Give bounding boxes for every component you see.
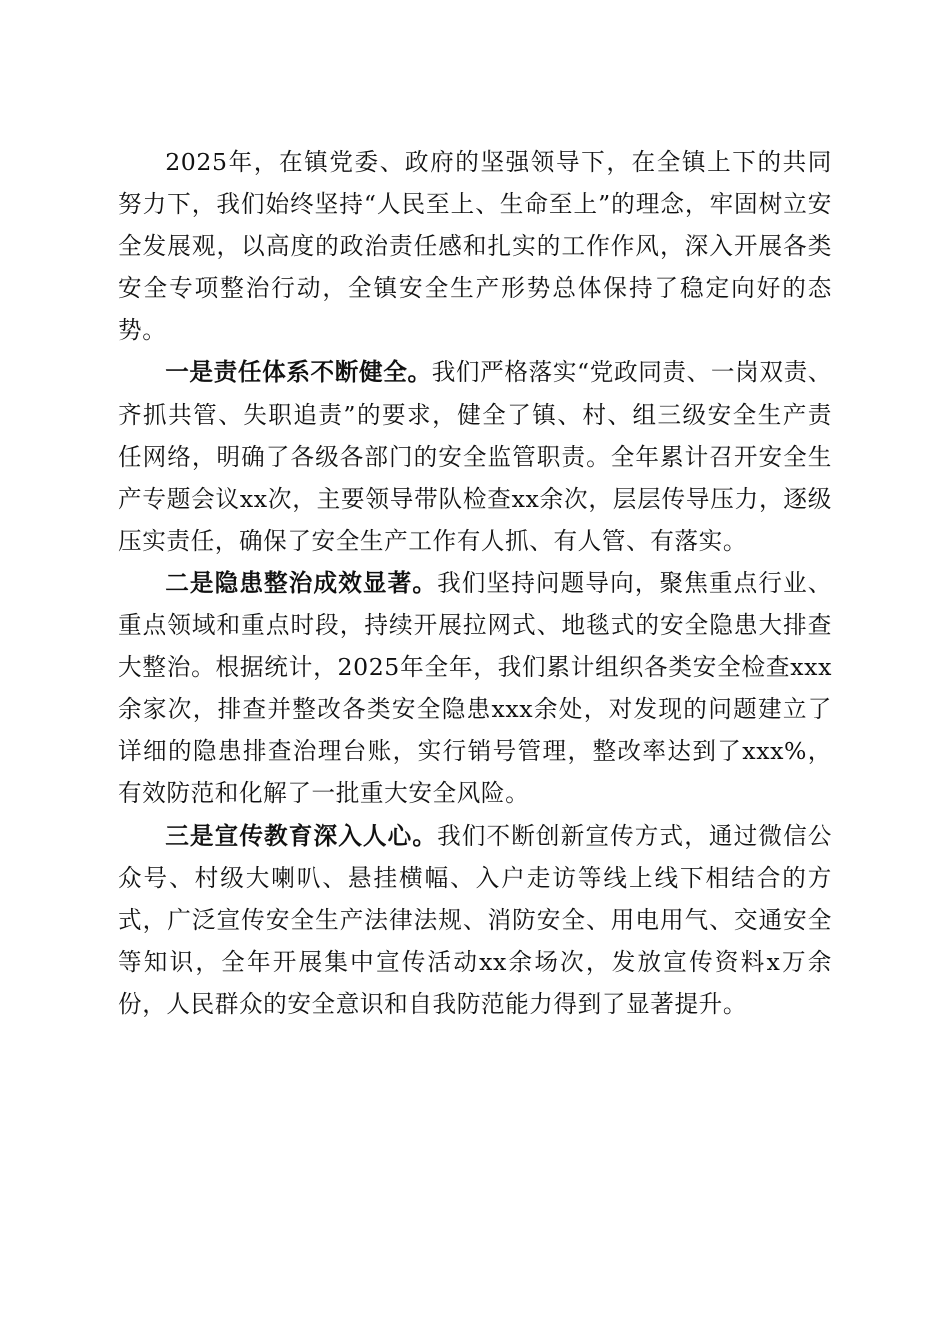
paragraph-hazard-heading: 二是隐患整治成效显著。 <box>165 568 438 597</box>
paragraph-intro <box>118 141 832 351</box>
paragraph-education-text: 我们不断创新宣传方式，通过微信公众号、村级大喇叭、悬挂横幅、入户走访等线上线下相结合的方式，广泛宣传安全生产法律法规、消防安全、用电用气、交通安全等知识，全年开展集中宣传活动xx余场次，发放宣传资料x万余份，人民群众的安全意识和自我防范能力得到了显著提升。 <box>118 821 832 1018</box>
paragraph-hazard <box>118 562 832 815</box>
paragraph-education <box>118 815 832 1025</box>
paragraph-education-heading: 三是宣传教育深入人心。 <box>165 821 438 850</box>
document-body <box>118 141 832 1025</box>
paragraph-intro-text: 2025年，在镇党委、政府的坚强领导下，在全镇上下的共同努力下，我们始终坚持“人民至上、生命至上”的理念，牢固树立安全发展观，以高度的政治责任感和扎实的工作作风，深入开展各类安全专项整治行动，全镇安全生产形势总体保持了稳定向好的态势。 <box>118 148 832 345</box>
paragraph-hazard-text: 我们坚持问题导向，聚焦重点行业、重点领域和重点时段，持续开展拉网式、地毯式的安全隐患大排查大整治。根据统计，2025年全年，我们累计组织各类安全检查xxx余家次，排查并整改各类安全隐患xxx余处，对发现的问题建立了详细的隐患排查治理台账，实行销号管理，整改率达到了xxx%，有效防范和化解了一批重大安全风险。 <box>118 568 832 808</box>
paragraph-responsibility <box>118 351 832 561</box>
paragraph-responsibility-heading: 一是责任体系不断健全。 <box>165 358 432 387</box>
paragraph-responsibility-text: 我们严格落实“党政同责、一岗双责、齐抓共管、失职追责”的要求，健全了镇、村、组三级安全生产责任网络，明确了各级各部门的安全监管职责。全年累计召开安全生产专题会议xx次，主要领导带队检查xx余次，层层传导压力，逐级压实责任，确保了安全生产工作有人抓、有人管、有落实。 <box>118 358 832 555</box>
